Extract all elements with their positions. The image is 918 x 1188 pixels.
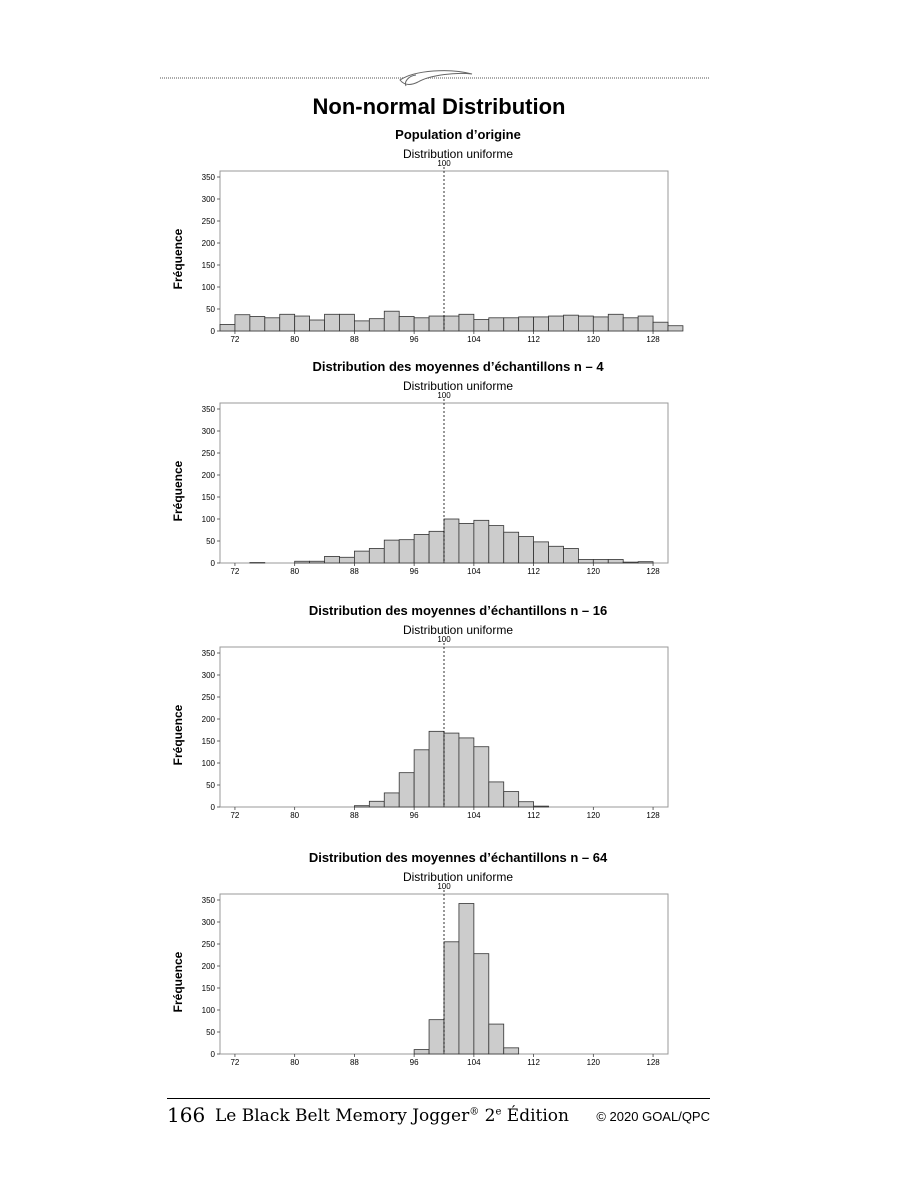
histogram-bar xyxy=(384,540,399,563)
y-tick-label: 50 xyxy=(206,537,215,546)
histogram-bar xyxy=(489,782,504,807)
x-tick-label: 96 xyxy=(409,811,419,820)
x-tick-label: 80 xyxy=(290,811,300,820)
histogram-bar xyxy=(429,316,444,331)
chart-svg xyxy=(160,601,720,821)
histogram-bar xyxy=(399,773,414,807)
chart-subtitle: Distribution uniforme xyxy=(402,147,514,161)
histogram-bar xyxy=(429,731,444,807)
y-tick-label: 300 xyxy=(201,195,215,204)
x-tick-label: 72 xyxy=(230,335,240,344)
histogram-bar xyxy=(444,733,459,807)
y-tick-label: 300 xyxy=(201,918,215,927)
mean-reference-label: 100 xyxy=(437,882,451,891)
histogram-bar xyxy=(474,520,489,563)
y-tick-label: 50 xyxy=(206,305,215,314)
y-axis-label: Fréquence xyxy=(171,228,185,290)
histogram-bar xyxy=(339,314,354,331)
y-axis-label: Fréquence xyxy=(171,704,185,766)
x-tick-label: 128 xyxy=(646,1058,660,1067)
copyright: © 2020 GOAL/QPC xyxy=(596,1109,710,1124)
histogram-bar xyxy=(399,540,414,563)
histogram-bar xyxy=(534,542,549,563)
histogram-bar xyxy=(623,562,638,563)
histogram-bar xyxy=(608,314,623,331)
page-footer xyxy=(167,1098,710,1133)
y-tick-label: 200 xyxy=(201,239,215,248)
x-tick-label: 96 xyxy=(409,335,419,344)
x-tick-label: 80 xyxy=(290,1058,300,1067)
x-tick-label: 88 xyxy=(349,811,359,820)
histogram-bar xyxy=(325,314,340,331)
x-tick-label: 88 xyxy=(349,335,359,344)
histogram-bar xyxy=(549,546,564,563)
histogram-bar xyxy=(384,311,399,331)
histogram-bar xyxy=(593,559,608,563)
chart-svg xyxy=(160,848,720,1068)
histogram-bar xyxy=(638,316,653,331)
histogram-bar xyxy=(459,738,474,807)
y-tick-label: 350 xyxy=(201,173,215,182)
book-title: Le Black Belt Memory Jogger® 2e Édition xyxy=(215,1106,569,1126)
histogram-bar xyxy=(504,318,519,331)
histogram-bar xyxy=(354,551,369,563)
histogram-bar xyxy=(414,318,429,331)
histogram-bar xyxy=(295,316,310,331)
y-tick-label: 150 xyxy=(201,261,215,270)
histogram-bar xyxy=(668,326,683,331)
x-tick-label: 88 xyxy=(349,1058,359,1067)
x-tick-label: 128 xyxy=(646,811,660,820)
histogram-chart-3 xyxy=(160,601,720,821)
histogram-bar xyxy=(534,806,549,807)
histogram-bar xyxy=(519,537,534,563)
histogram-bar xyxy=(429,1020,444,1054)
mean-reference-label: 100 xyxy=(437,159,451,168)
y-tick-label: 250 xyxy=(201,217,215,226)
x-tick-label: 104 xyxy=(467,811,481,820)
x-tick-label: 112 xyxy=(527,335,540,344)
histogram-bar xyxy=(653,322,668,331)
histogram-bar xyxy=(220,324,235,331)
histogram-chart-4 xyxy=(160,848,720,1068)
histogram-bar xyxy=(578,559,593,563)
y-tick-label: 300 xyxy=(201,671,215,680)
x-tick-label: 72 xyxy=(230,567,240,576)
histogram-bar xyxy=(474,747,489,807)
y-tick-label: 350 xyxy=(201,649,215,658)
x-tick-label: 120 xyxy=(586,335,601,344)
histogram-bar xyxy=(354,321,369,331)
histogram-bar xyxy=(519,802,534,807)
histogram-bar xyxy=(474,320,489,331)
histogram-bar xyxy=(489,526,504,563)
histogram-bar xyxy=(459,314,474,331)
x-tick-label: 112 xyxy=(527,567,540,576)
y-axis-label: Fréquence xyxy=(171,951,185,1013)
y-tick-label: 100 xyxy=(201,759,215,768)
histogram-bar xyxy=(459,904,474,1054)
x-tick-label: 120 xyxy=(586,811,601,820)
y-tick-label: 150 xyxy=(201,493,215,502)
x-tick-label: 80 xyxy=(290,335,300,344)
y-tick-label: 50 xyxy=(206,1028,215,1037)
histogram-bar xyxy=(459,523,474,563)
histogram-bar xyxy=(235,315,250,331)
histogram-bar xyxy=(310,561,325,563)
chart-title: Population d’origine xyxy=(395,127,521,142)
histogram-chart-2 xyxy=(160,357,720,577)
histogram-bar xyxy=(414,534,429,563)
x-tick-label: 104 xyxy=(467,1058,481,1067)
histogram-bar xyxy=(504,1048,519,1054)
y-tick-label: 0 xyxy=(210,803,215,812)
histogram-bar xyxy=(534,317,549,331)
mean-reference-label: 100 xyxy=(437,391,451,400)
y-tick-label: 250 xyxy=(201,940,215,949)
histogram-bar xyxy=(399,316,414,331)
chart-title: Distribution des moyennes d’échantillons n – 64 xyxy=(308,850,608,865)
x-tick-label: 112 xyxy=(527,1058,540,1067)
y-tick-label: 200 xyxy=(201,962,215,971)
x-tick-label: 104 xyxy=(467,335,481,344)
page-number: 166 xyxy=(167,1103,206,1127)
histogram-bar xyxy=(369,801,384,807)
y-tick-label: 250 xyxy=(201,693,215,702)
histogram-bar xyxy=(549,316,564,331)
histogram-bar xyxy=(310,320,325,331)
histogram-bar xyxy=(369,548,384,563)
page-title: Non-normal Distribution xyxy=(312,94,566,119)
histogram-bar xyxy=(384,793,399,807)
histogram-bar xyxy=(489,1024,504,1054)
chart-svg xyxy=(160,357,720,577)
header-ornament xyxy=(160,66,710,92)
y-axis-label: Fréquence xyxy=(171,460,185,522)
mean-reference-label: 100 xyxy=(437,635,451,644)
histogram-bar xyxy=(638,562,653,563)
x-tick-label: 80 xyxy=(290,567,300,576)
y-tick-label: 350 xyxy=(201,405,215,414)
y-tick-label: 200 xyxy=(201,471,215,480)
chart-subtitle: Distribution uniforme xyxy=(402,623,514,637)
y-tick-label: 0 xyxy=(210,327,215,336)
histogram-bar xyxy=(593,317,608,331)
x-tick-label: 96 xyxy=(409,1058,419,1067)
histogram-bar xyxy=(623,318,638,331)
histogram-bar xyxy=(563,548,578,563)
x-tick-label: 72 xyxy=(230,1058,240,1067)
histogram-bar xyxy=(429,531,444,563)
chart-title: Distribution des moyennes d’échantillons n – 16 xyxy=(308,603,608,618)
histogram-bar xyxy=(578,316,593,331)
y-tick-label: 150 xyxy=(201,737,215,746)
y-tick-label: 200 xyxy=(201,715,215,724)
x-tick-label: 120 xyxy=(586,1058,601,1067)
y-tick-label: 300 xyxy=(201,427,215,436)
histogram-bar xyxy=(414,750,429,807)
y-tick-label: 50 xyxy=(206,781,215,790)
histogram-bar xyxy=(295,561,310,563)
histogram-bar xyxy=(444,316,459,331)
chart-svg xyxy=(160,125,720,345)
histogram-bar xyxy=(280,314,295,331)
histogram-bar xyxy=(369,319,384,331)
histogram-bar xyxy=(265,318,280,331)
x-tick-label: 88 xyxy=(349,567,359,576)
histogram-bar xyxy=(563,315,578,331)
histogram-bar xyxy=(325,556,340,563)
x-tick-label: 104 xyxy=(467,567,481,576)
histogram-bar xyxy=(519,317,534,331)
histogram-bar xyxy=(504,532,519,563)
chart-subtitle: Distribution uniforme xyxy=(402,870,514,884)
y-tick-label: 100 xyxy=(201,515,215,524)
x-tick-label: 128 xyxy=(646,335,660,344)
histogram-bar xyxy=(250,316,265,331)
y-tick-label: 250 xyxy=(201,449,215,458)
histogram-bar xyxy=(444,519,459,563)
histogram-chart-1 xyxy=(160,125,720,345)
chart-subtitle: Distribution uniforme xyxy=(402,379,514,393)
x-tick-label: 120 xyxy=(586,567,601,576)
histogram-bar xyxy=(414,1050,429,1054)
y-tick-label: 100 xyxy=(201,283,215,292)
y-tick-label: 350 xyxy=(201,896,215,905)
histogram-bar xyxy=(489,318,504,331)
histogram-bar xyxy=(608,559,623,563)
histogram-bar xyxy=(474,954,489,1054)
y-tick-label: 0 xyxy=(210,1050,215,1059)
histogram-bar xyxy=(354,806,369,807)
y-tick-label: 100 xyxy=(201,1006,215,1015)
x-tick-label: 112 xyxy=(527,811,540,820)
histogram-bar xyxy=(444,942,459,1054)
chart-title: Distribution des moyennes d’échantillons n – 4 xyxy=(312,359,604,374)
histogram-bar xyxy=(339,557,354,563)
x-tick-label: 96 xyxy=(409,567,419,576)
y-tick-label: 0 xyxy=(210,559,215,568)
x-tick-label: 72 xyxy=(230,811,240,820)
y-tick-label: 150 xyxy=(201,984,215,993)
x-tick-label: 128 xyxy=(646,567,660,576)
histogram-bar xyxy=(504,792,519,807)
